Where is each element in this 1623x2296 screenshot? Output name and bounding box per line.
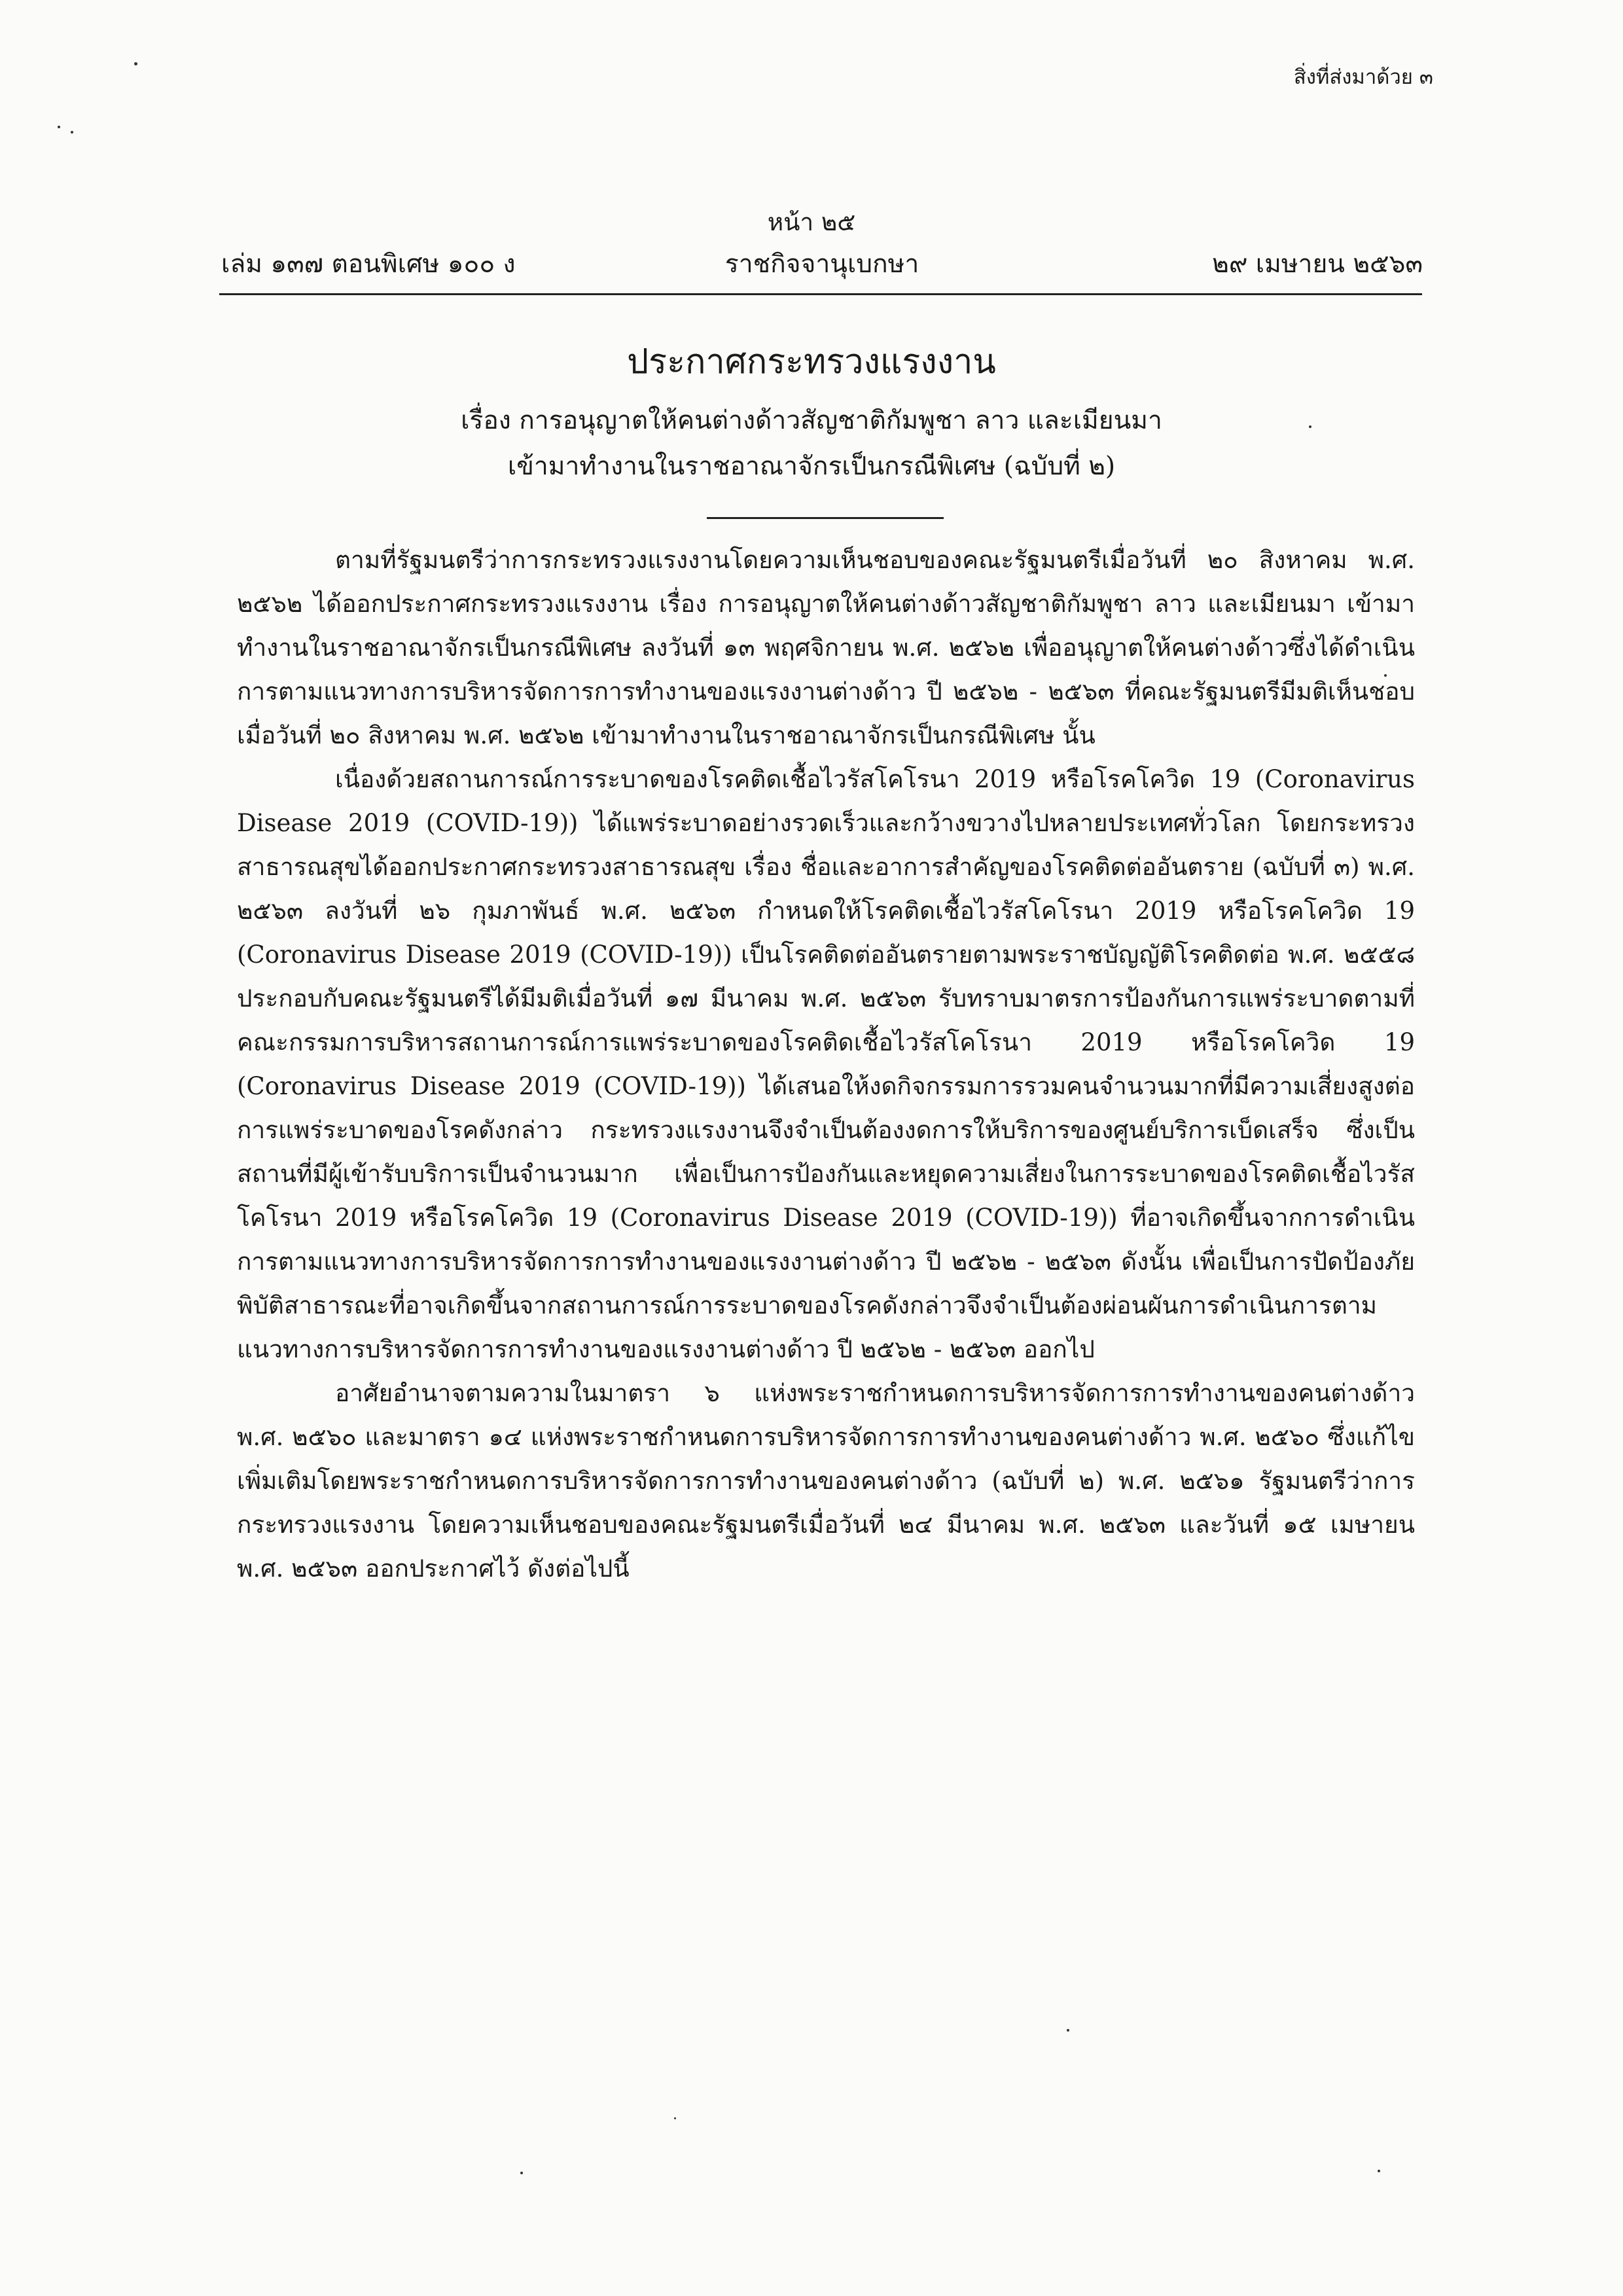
- paragraph-legal-authority: อาศัยอำนาจตามความในมาตรา ๖ แห่งพระราชกำหนดการบริหารจัดการการทำงานของคนต่างด้าว พ.ศ. ๒๕๖๐ และมาตรา ๑๔ แห่งพระราชกำหนดการบริหารจัดการการทำงานของคนต่างด้าว พ.ศ. ๒๕๖๐ ซึ่งแก้ไขเพิ่มเติมโดยพระราชกำหนดการบริหารจัดการการทำงานของคนต่างด้าว (ฉบับที่ ๒) พ.ศ. ๒๕๖๑ รัฐมนตรีว่าการกระทรวงแรงงาน โดยความเห็นชอบของคณะรัฐมนตรีเมื่อวันที่ ๒๔ มีนาคม พ.ศ. ๒๕๖๓ และวันที่ ๑๕ เมษายน พ.ศ. ๒๕๖๓ ออกประกาศไว้ ดังต่อไปนี้: [237, 1379, 1415, 1583]
- gazette-date: ๒๙ เมษายน ๒๕๖๓: [1212, 249, 1423, 279]
- title-divider: [707, 517, 944, 519]
- announcement-subject: [0, 398, 1623, 490]
- gazette-name: ราชกิจจานุเบกษา: [724, 249, 919, 279]
- announcement-body: [237, 538, 1415, 1590]
- subject-line-2: เข้ามาทำงานในราชอาณาจักรเป็นกรณีพิเศษ (ฉบับที่ ๒): [507, 452, 1116, 481]
- scan-speck: [674, 2117, 676, 2119]
- gazette-header: [221, 243, 1423, 283]
- scan-speck: [71, 131, 73, 134]
- paragraph-preamble: ตามที่รัฐมนตรีว่าการกระทรวงแรงงานโดยความเห็นชอบของคณะรัฐมนตรีเมื่อวันที่ ๒๐ สิงหาคม พ.ศ. ๒๕๖๒ ได้ออกประกาศกระทรวงแรงงาน เรื่อง การอนุญาตให้คนต่างด้าวสัญชาติกัมพูชา ลาว และเมียนมา เข้ามาทำงานในราชอาณาจักรเป็นกรณีพิเศษ ลงวันที่ ๑๓ พฤศจิกายน พ.ศ. ๒๕๖๒ เพื่ออนุญาตให้คนต่างด้าวซึ่งได้ดำเนินการตามแนวทางการบริหารจัดการการทำงานของแรงงานต่างด้าว ปี ๒๕๖๒ - ๒๕๖๓ ที่คณะรัฐมนตรีมีมติเห็นชอบเมื่อวันที่ ๒๐ สิงหาคม พ.ศ. ๒๕๖๒ เข้ามาทำงานในราชอาณาจักรเป็นกรณีพิเศษ นั้น: [237, 546, 1415, 749]
- scan-speck: [1378, 2170, 1380, 2172]
- scan-speck: [1067, 2029, 1069, 2032]
- gazette-volume-section: เล่ม ๑๓๗ ตอนพิเศษ ๑๐๐ ง: [221, 249, 516, 279]
- header-divider: [219, 293, 1422, 295]
- gazette-page-number: หน้า ๒๕: [767, 208, 856, 236]
- subject-line-1: เรื่อง การอนุญาตให้คนต่างด้าวสัญชาติกัมพูชา ลาว และเมียนมา: [461, 406, 1162, 435]
- paragraph-covid-context: เนื่องด้วยสถานการณ์การระบาดของโรคติดเชื้อไวรัสโคโรนา 2019 หรือโรคโควิด 19 (Coronavirus Disease 2019 (COVID-19)) ได้แพร่ระบาดอย่างรวดเร็วและกว้างขวางไปหลายประเทศทั่วโลก โดยกระทรวงสาธารณสุขได้ออกประกาศกระทรวงสาธารณสุข เรื่อง ชื่อและอาการสำคัญของโรคติดต่ออันตราย (ฉบับที่ ๓) พ.ศ. ๒๕๖๓ ลงวันที่ ๒๖ กุมภาพันธ์ พ.ศ. ๒๕๖๓ กำหนดให้โรคติดเชื้อไวรัสโคโรนา 2019 หรือโรคโควิด 19 (Coronavirus Disease 2019 (COVID-19)) เป็นโรคติดต่ออันตรายตามพระราชบัญญัติโรคติดต่อ พ.ศ. ๒๕๕๘ ประกอบกับคณะรัฐมนตรีได้มีมติเมื่อวันที่ ๑๗ มีนาคม พ.ศ. ๒๕๖๓ รับทราบมาตรการป้องกันการแพร่ระบาดตามที่คณะกรรมการบริหารสถานการณ์การแพร่ระบาดของโรคติดเชื้อไวรัสโคโรนา 2019 หรือโรคโควิด 19 (Coronavirus Disease 2019 (COVID-19)) ได้เสนอให้งดกิจกรรมการรวมคนจำนวนมากที่มีความเสี่ยงสูงต่อการแพร่ระบาดของโรคดังกล่าว กระทรวงแรงงานจึงจำเป็นต้องงดการให้บริการของศูนย์บริการเบ็ดเสร็จ ซึ่งเป็นสถานที่มีผู้เข้ารับบริการเป็นจำนวนมาก เพื่อเป็นการป้องกันและหยุดความเสี่ยงในการระบาดของโรคติดเชื้อไวรัสโคโรนา 2019 หรือโรคโควิด 19 (Coronavirus Disease 2019 (COVID-19)) ที่อาจเกิดขึ้นจากการดำเนินการตามแนวทางการบริหารจัดการการทำงานของแรงงานต่างด้าว ปี ๒๕๖๒ - ๒๕๖๓ ดังนั้น เพื่อเป็นการปัดป้องภัยพิบัติสาธารณะที่อาจเกิดขึ้นจากสถานการณ์การระบาดของโรคดังกล่าวจึงจำเป็นต้องผ่อนผันการดำเนินการตามแนวทางการบริหารจัดการการทำงานของแรงงานต่างด้าว ปี ๒๕๖๒ - ๒๕๖๓ ออกไป: [237, 765, 1415, 1363]
- scan-speck: [58, 126, 60, 128]
- attachment-note: สิ่งที่ส่งมาด้วย ๓: [1293, 65, 1433, 89]
- announcement-title: ประกาศกระทรวงแรงงาน: [627, 342, 996, 382]
- scan-speck: [134, 62, 137, 65]
- scan-speck: [1309, 425, 1311, 428]
- scan-speck: [520, 2172, 523, 2174]
- scan-speck: [1384, 674, 1387, 677]
